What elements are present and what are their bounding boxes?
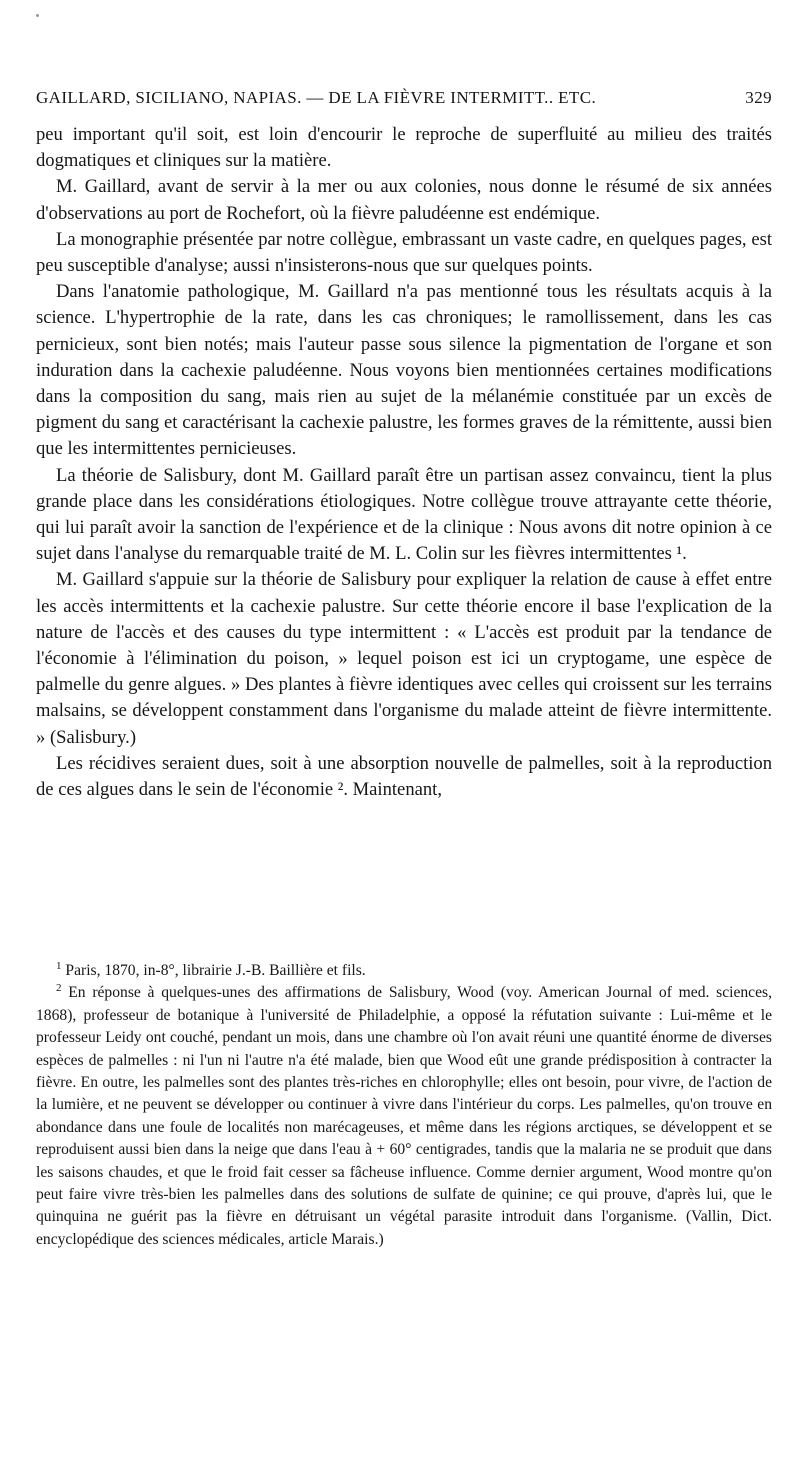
- footnote-mark: 2: [56, 982, 62, 995]
- footnote: [36, 960, 772, 982]
- footnote-text: Paris, 1870, in-8°, librairie J.-B. Baillière et fils.: [65, 962, 366, 979]
- running-header: [36, 88, 772, 114]
- paragraph: M. Gaillard s'appuie sur la théorie de Salisbury pour expliquer la relation de cause à effet entre les accès intermittents et la cachexie palustre. Sur cette théorie encore il base l'explication de la nature de l'accès et des causes du type intermittent : « L'accès est produit par la tendance de l'économie à l'élimination du poison, » lequel poison est ici un cryptogame, une espèce de palmelle du genre algues. » Des plantes à fièvre identiques avec celles qui croissent sur les terrains malsains, se développent constamment dans l'organisme du malade atteint de fièvre intermittente. » (Salisbury.): [36, 569, 772, 748]
- paragraph: Dans l'anatomie pathologique, M. Gaillard n'a pas mentionné tous les résultats acquis à la science. L'hypertrophie de la rate, dans les cas chroniques; le ramollissement, dans les cas pernicieux, sont bien notés; mais l'auteur passe sous silence la pigmentation de l'organe et son induration dans la cachexie paludéenne. Nous voyons bien mentionnées certaines modifications dans la composition du sang, mais rien au sujet de la mélanémie constituée par un excès de pigment du sang et caractérisant la cachexie palustre, les formes graves de la rémittente, aussi bien que les intermittentes pernicieuses.: [36, 281, 772, 460]
- running-title: GAILLARD, SICILIANO, NAPIAS. — DE LA FIÈVRE INTERMITT.. ETC.: [36, 88, 597, 107]
- page-number: 329: [745, 88, 772, 107]
- paragraph: Les récidives seraient dues, soit à une absorption nouvelle de palmelles, soit à la reproduction de ces algues dans le sein de l'économie ². Maintenant,: [36, 752, 772, 801]
- paragraph: peu important qu'il soit, est loin d'encourir le reproche de superfluité au milieu des traités dogmatiques et cliniques sur la matière.: [36, 124, 772, 172]
- footnote-text: En réponse à quelques-unes des affirmations de Salisbury, Wood (voy. American Journal of med. sciences, 1868), professeur de botanique à l'université de Philadelphie, a opposé la réfutation suivante : Lui-même et le professeur Leidy ont couché, pendant un mois, dans une chambre où l'on avait réuni une quantité énorme de diverses espèces de palmelles : ni l'un ni l'autre n'a été malade, bien que Wood eût une grande prédisposition à contracter la fièvre. En outre, les palmelles sont des plantes très-riches en chlorophylle; elles ont besoin, pour vivre, de l'action de la lumière, et ne peuvent se développer ou continuer à vivre dans l'intérieur du corps. Les palmelles, qu'on trouve en abondance dans une foule de localités non marécageuses, et même dans les régions arctiques, se développent et se reproduisent aussi bien dans la neige que dans l'eau à + 60° centigrades, tandis que la malaria ne se produit que dans les saisons chaudes, et que le froid fait cesser sa fâcheuse influence. Comme dernier argument, Wood montre qu'on peut faire vivre très-bien les palmelles dans des solutions de sulfate de quinine; ce qui prouve, d'après lui, que le quinquina ne guérit pas la fièvre en détruisant un végétal parasite introduit dans l'organisme. (Vallin, Dict. encyclopédique des sciences médicales, article Marais.): [36, 984, 772, 1248]
- paragraph: La théorie de Salisbury, dont M. Gaillard paraît être un partisan assez convaincu, tient la plus grande place dans les considérations étiologiques. Notre collègue trouve attrayante cette théorie, qui lui paraît avoir la sanction de l'expérience et de la clinique : Nous avons dit notre opinion à ce sujet dans l'analyse du remarquable traité de M. L. Colin sur les fièvres intermittentes ¹.: [36, 464, 772, 565]
- body-text: [36, 122, 772, 803]
- scan-speck: [36, 14, 39, 17]
- footnote-mark: 1: [56, 959, 62, 972]
- footnote: [36, 982, 772, 1251]
- footnotes: [36, 960, 772, 1251]
- paragraph: M. Gaillard, avant de servir à la mer ou aux colonies, nous donne le résumé de six années d'observations au port de Rochefort, où la fièvre paludéenne est endémique.: [36, 176, 772, 224]
- paragraph: La monographie présentée par notre collègue, embrassant un vaste cadre, en quelques pages, est peu susceptible d'analyse; aussi n'insisterons-nous que sur quelques points.: [36, 228, 772, 277]
